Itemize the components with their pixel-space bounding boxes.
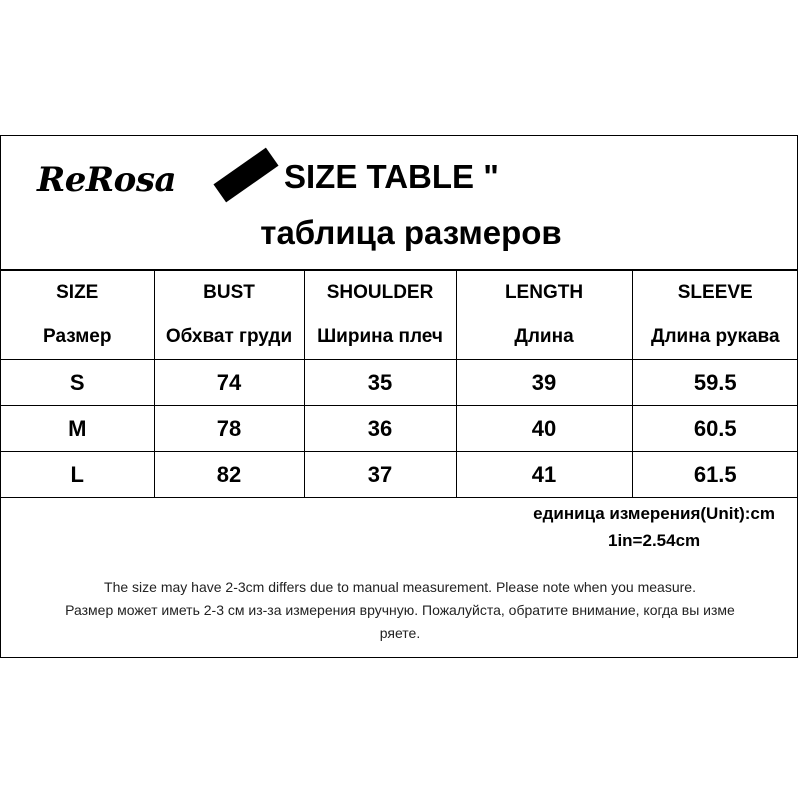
note-english: The size may have 2-3cm differs due to manual measurement. Please note when you measure.: [104, 579, 696, 595]
note-russian-line-1: Размер может иметь 2-3 см из-за измерения вручную. Пожалуйста, обратите внимание, когда вы изме: [65, 602, 735, 618]
column-header-en: SIZE: [56, 282, 99, 303]
column-header-en: LENGTH: [504, 282, 584, 303]
shoulder-cell: 35: [304, 360, 456, 406]
title-russian: таблица размеров: [260, 214, 562, 251]
column-header-length: [456, 271, 632, 360]
decorative-stripe-icon: [213, 148, 278, 203]
column-header-ru: Длина рукава: [650, 326, 780, 347]
bust-cell: 74: [154, 360, 304, 406]
column-header-bust: [154, 271, 304, 360]
brand-logo: ReRosa: [37, 160, 176, 200]
column-header-en: BUST: [203, 282, 255, 303]
sleeve-cell: 61.5: [632, 452, 798, 498]
unit-label: единица измерения(Unit):cm: [533, 504, 775, 523]
column-header-size: [1, 271, 154, 360]
inch-conversion: 1in=2.54cm: [608, 531, 701, 550]
sleeve-cell: 59.5: [632, 360, 798, 406]
size-cell: S: [1, 360, 154, 406]
table-row-s: [1, 360, 798, 406]
title-english: SIZE TABLE ": [284, 158, 499, 195]
size-cell: M: [1, 406, 154, 452]
column-header-shoulder: [304, 271, 456, 360]
note-russian-line-2: ряете.: [379, 625, 421, 641]
measurement-note: [1, 576, 799, 645]
table-row-l: [1, 452, 798, 498]
size-chart-header: [1, 136, 797, 270]
table-row-m: [1, 406, 798, 452]
column-header-en: SHOULDER: [326, 282, 434, 303]
column-header-ru: Ширина плеч: [317, 326, 443, 347]
shoulder-cell: 37: [304, 452, 456, 498]
column-header-ru: Размер: [43, 326, 112, 347]
size-table: [1, 270, 798, 498]
column-header-sleeve: [632, 271, 798, 360]
size-chart-frame: [0, 135, 798, 658]
bust-cell: 82: [154, 452, 304, 498]
length-cell: 41: [456, 452, 632, 498]
column-header-en: SLEEVE: [677, 282, 753, 303]
unit-info: [533, 500, 775, 554]
sleeve-cell: 60.5: [632, 406, 798, 452]
bust-cell: 78: [154, 406, 304, 452]
column-header-ru: Обхват груди: [165, 326, 293, 347]
length-cell: 39: [456, 360, 632, 406]
table-header-row: [1, 271, 798, 360]
length-cell: 40: [456, 406, 632, 452]
column-header-ru: Длина: [514, 326, 574, 347]
size-cell: L: [1, 452, 154, 498]
shoulder-cell: 36: [304, 406, 456, 452]
